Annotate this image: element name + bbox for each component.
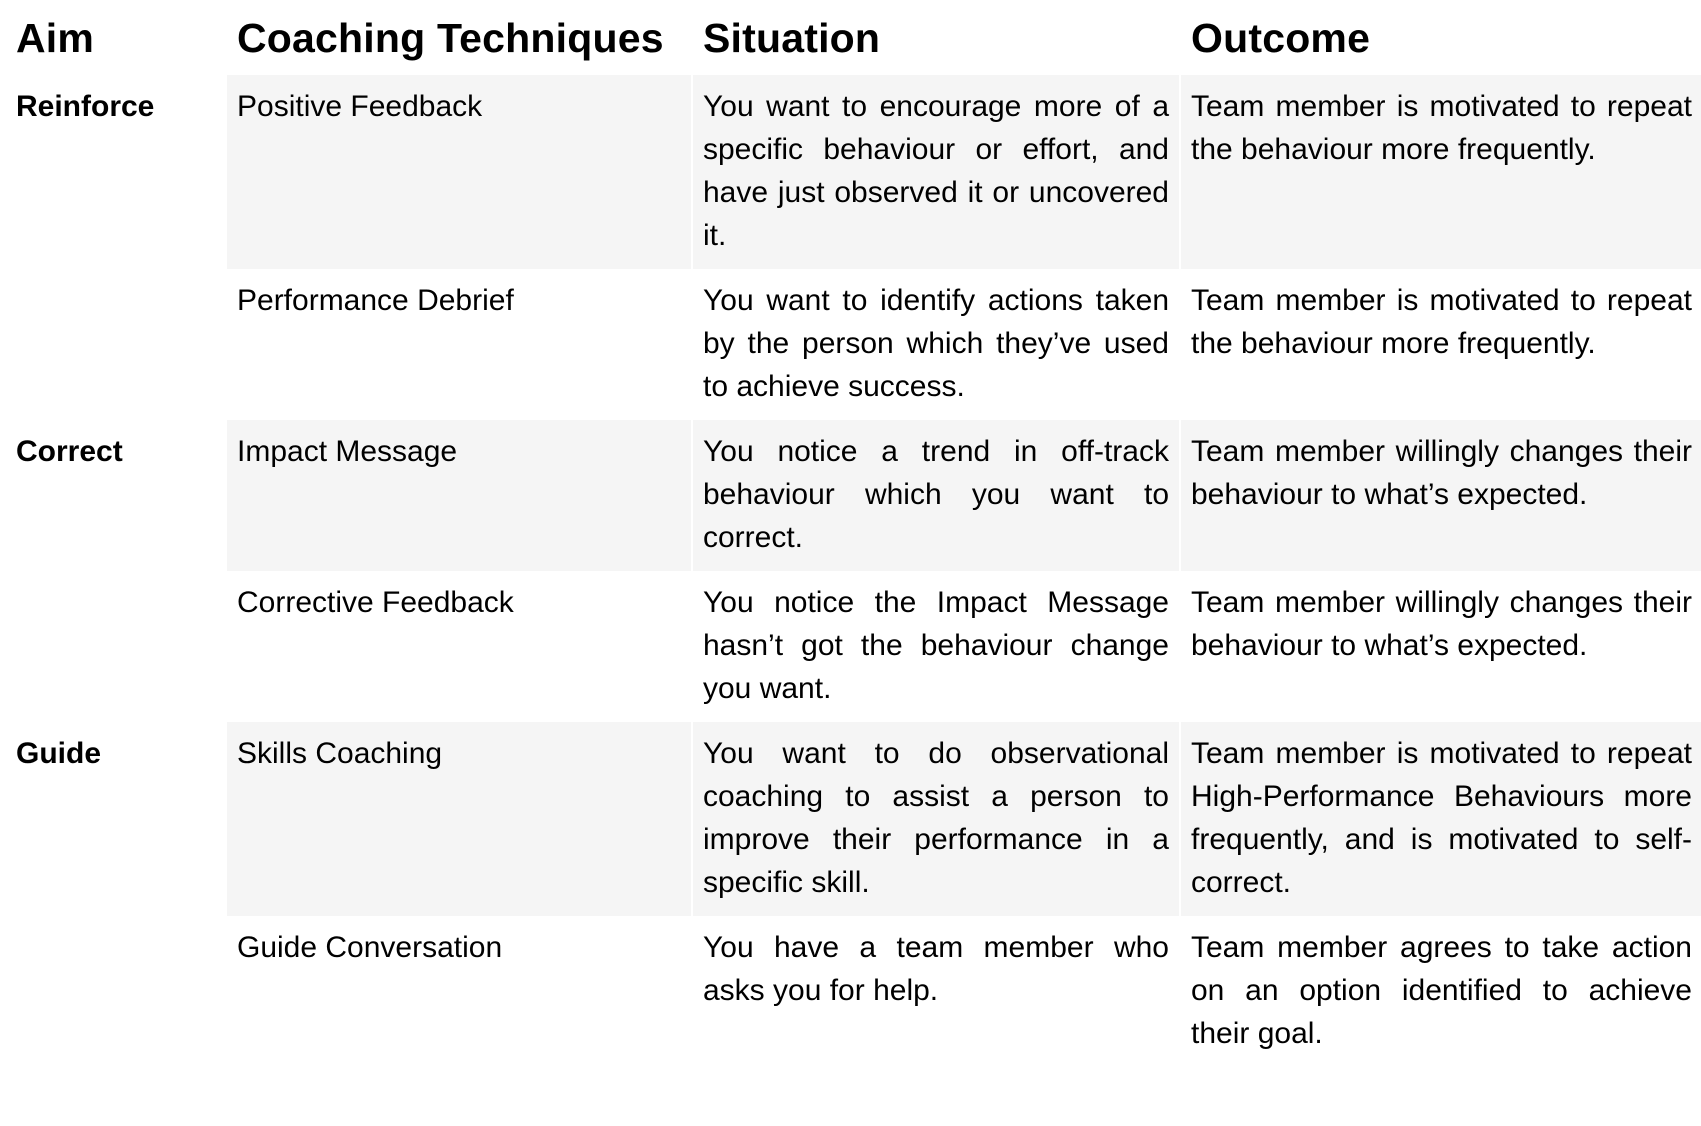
technique-cell: Corrective Feedback (227, 571, 691, 722)
aim-cell (6, 269, 225, 420)
situation-cell: You want to identify actions taken by the person which they’ve used to achieve success. (693, 269, 1179, 420)
table-row (6, 571, 1701, 722)
situation-cell: You want to do observational coaching to assist a person to improve their performance in a specific skill. (693, 722, 1179, 916)
situation-cell: You want to encourage more of a specific behaviour or effort, and have just observed it or uncovered it. (693, 75, 1179, 269)
header-outcome: Outcome (1191, 15, 1371, 61)
outcome-cell: Team member is motivated to repeat the behaviour more frequently. (1181, 269, 1701, 420)
table-row (6, 916, 1701, 1067)
aim-cell (6, 916, 225, 1067)
table-row (6, 75, 1701, 269)
table-row (6, 269, 1701, 420)
coaching-techniques-table (4, 4, 1701, 1067)
header-row (6, 4, 1701, 75)
aim-cell: Reinforce (6, 75, 225, 269)
header-aim: Aim (16, 15, 95, 61)
outcome-cell: Team member willingly changes their behaviour to what’s expected. (1181, 420, 1701, 571)
aim-cell: Correct (6, 420, 225, 571)
situation-cell: You notice a trend in off-track behaviour which you want to correct. (693, 420, 1179, 571)
header-situation: Situation (703, 15, 881, 61)
outcome-cell: Team member willingly changes their behaviour to what’s expected. (1181, 571, 1701, 722)
technique-cell: Guide Conversation (227, 916, 691, 1067)
outcome-cell: Team member agrees to take action on an option identified to achieve their goal. (1181, 916, 1701, 1067)
situation-cell: You notice the Impact Message hasn’t got the behaviour change you want. (693, 571, 1179, 722)
header-technique: Coaching Techniques (237, 15, 664, 61)
technique-cell: Skills Coaching (227, 722, 691, 916)
technique-cell: Impact Message (227, 420, 691, 571)
aim-cell: Guide (6, 722, 225, 916)
technique-cell: Performance Debrief (227, 269, 691, 420)
technique-cell: Positive Feedback (227, 75, 691, 269)
outcome-cell: Team member is motivated to repeat High-Performance Behaviours more frequently, and is motivated to self-correct. (1181, 722, 1701, 916)
table-row (6, 722, 1701, 916)
outcome-cell: Team member is motivated to repeat the behaviour more frequently. (1181, 75, 1701, 269)
aim-cell (6, 571, 225, 722)
table-row (6, 420, 1701, 571)
situation-cell: You have a team member who asks you for help. (693, 916, 1179, 1067)
